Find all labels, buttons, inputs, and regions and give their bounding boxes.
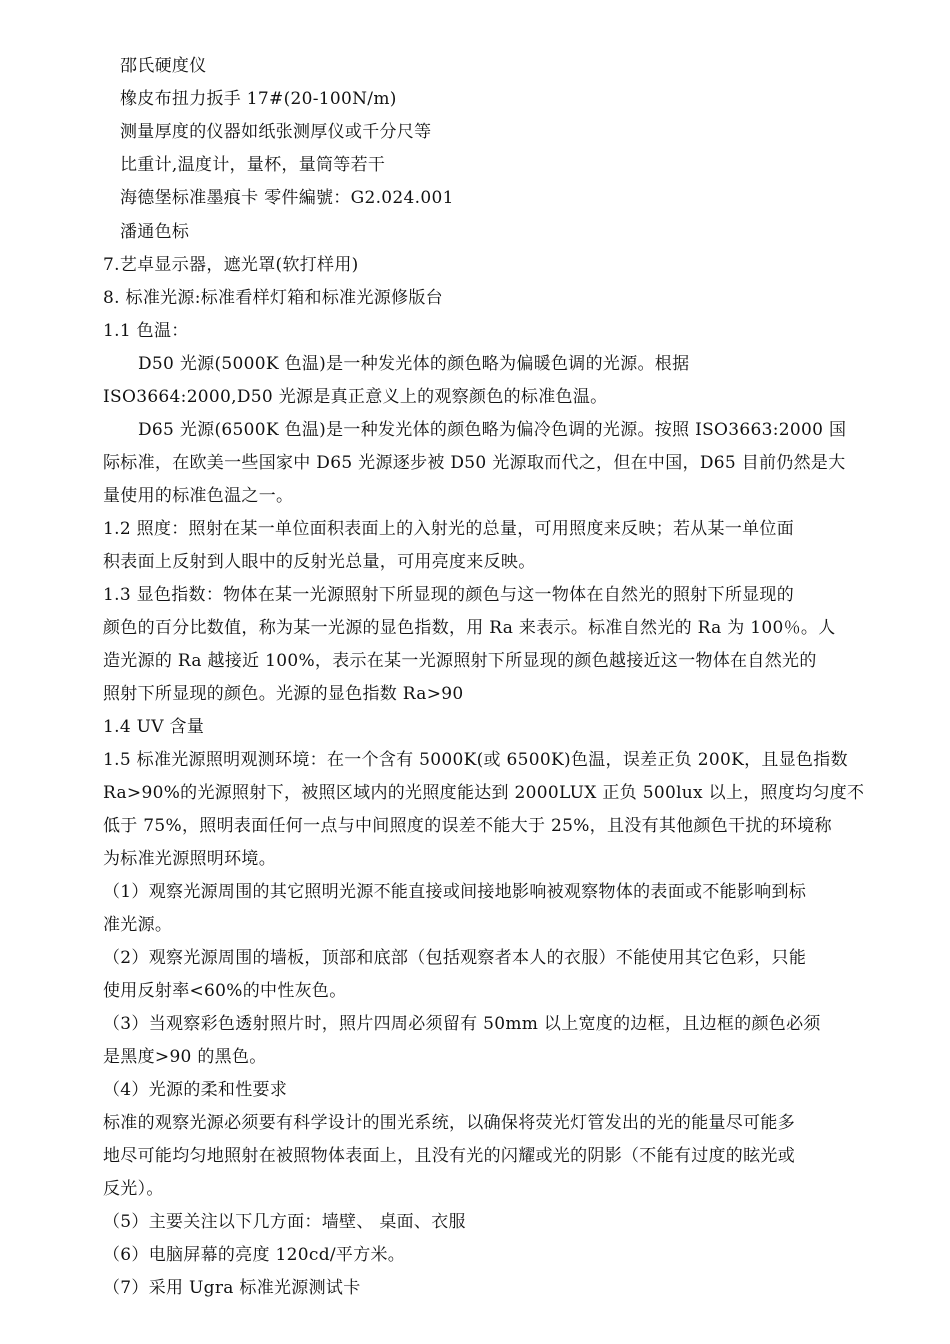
paragraph-d65-line: 量使用的标准色温之一。 — [103, 486, 294, 506]
list-item-7: （7）采用 Ugra 标准光源测试卡 — [103, 1278, 361, 1298]
section-1-2-line: 1.2 照度：照射在某一单位面积表面上的入射光的总量，可用照度来反映；若从某一单位面 — [103, 519, 795, 539]
paragraph-d50-line: D50 光源(5000K 色温)是一种发光体的颜色略为偏暖色调的光源。根据 — [138, 354, 690, 374]
section-7-heading: 7.艺卓显示器，遮光罩(软打样用) — [103, 255, 359, 275]
list-item-3-line: （3）当观察彩色透射照片时，照片四周必须留有 50mm 以上宽度的边框，且边框的颜色必须 — [103, 1014, 821, 1034]
section-1-3-line: 照射下所显现的颜色。光源的显色指数 Ra>90 — [103, 684, 464, 704]
section-1-3-line: 造光源的 Ra 越接近 100%，表示在某一光源照射下所显现的颜色越接近这一物体在自然光的 — [103, 651, 817, 671]
equipment-item-thickness-gauge: 测量厚度的仪器如纸张测厚仪或千分尺等 — [120, 122, 432, 142]
equipment-item-pantone: 潘通色标 — [120, 222, 190, 242]
section-1-5-line: 为标准光源照明环境。 — [103, 849, 276, 869]
list-item-1-line: （1）观察光源周围的其它照明光源不能直接或间接地影响被观察物体的表面或不能影响到标 — [103, 882, 807, 902]
list-item-4-body-line: 反光）。 — [103, 1179, 164, 1199]
section-1-5-line: 低于 75%，照明表面任何一点与中间照度的误差不能大于 25%，且没有其他颜色干扰的环境称 — [103, 816, 832, 836]
section-1-5-line: Ra>90%的光源照射下，被照区域内的光照度能达到 2000LUX 正负 500lux 以上，照度均匀度不 — [103, 783, 865, 803]
list-item-2-line: 使用反射率<60%的中性灰色。 — [103, 981, 347, 1001]
paragraph-d65-line: 际标准，在欧美一些国家中 D65 光源逐步被 D50 光源取而代之，但在中国，D65 目前仍然是大 — [103, 453, 846, 473]
list-item-4-body-line: 地尽可能均匀地照射在被照物体表面上，且没有光的闪耀或光的阴影（不能有过度的眩光或 — [103, 1146, 795, 1166]
equipment-item-hydrometer: 比重计,温度计，量杯，量筒等若干 — [120, 155, 386, 175]
paragraph-d50-line: ISO3664:2000,D50 光源是真正意义上的观察颜色的标准色温。 — [103, 387, 608, 407]
list-item-6: （6）电脑屏幕的亮度 120cd/平方米。 — [103, 1245, 406, 1265]
section-1-5-line: 1.5 标准光源照明观测环境：在一个含有 5000K(或 6500K)色温，误差正负 200K，且显色指数 — [103, 750, 848, 770]
section-1-1-heading: 1.1 色温： — [103, 321, 189, 341]
list-item-1-line: 准光源。 — [103, 915, 173, 935]
equipment-item-torque-wrench: 橡皮布扭力扳手 17#(20-100N/m) — [120, 89, 397, 109]
section-1-4-heading: 1.4 UV 含量 — [103, 717, 205, 737]
list-item-4-body-line: 标准的观察光源必须要有科学设计的围光系统，以确保将荧光灯管发出的光的能量尽可能多 — [103, 1113, 795, 1133]
equipment-item-shore-hardness: 邵氏硬度仪 — [120, 56, 207, 76]
equipment-item-heidelberg-card: 海德堡标准墨痕卡 零件編號：G2.024.001 — [120, 188, 454, 208]
section-8-heading: 8. 标准光源:标准看样灯箱和标准光源修版台 — [103, 288, 443, 308]
list-item-4-heading: （4）光源的柔和性要求 — [103, 1080, 288, 1100]
section-1-3-line: 颜色的百分比数值，称为某一光源的显色指数，用 Ra 来表示。标准自然光的 Ra 为 100％。人 — [103, 618, 836, 638]
section-1-3-line: 1.3 显色指数：物体在某一光源照射下所显现的颜色与这一物体在自然光的照射下所显现的 — [103, 585, 795, 605]
paragraph-d65-line: D65 光源(6500K 色温)是一种发光体的颜色略为偏冷色调的光源。按照 ISO3663:2000 国 — [138, 420, 847, 440]
list-item-2-line: （2）观察光源周围的墙板，顶部和底部（包括观察者本人的衣服）不能使用其它色彩，只能 — [103, 948, 807, 968]
list-item-3-line: 是黑度>90 的黑色。 — [103, 1047, 267, 1067]
section-1-2-line: 积表面上反射到人眼中的反射光总量，可用亮度来反映。 — [103, 552, 536, 572]
list-item-5: （5）主要关注以下几方面：墙壁、 桌面、衣服 — [103, 1212, 466, 1232]
